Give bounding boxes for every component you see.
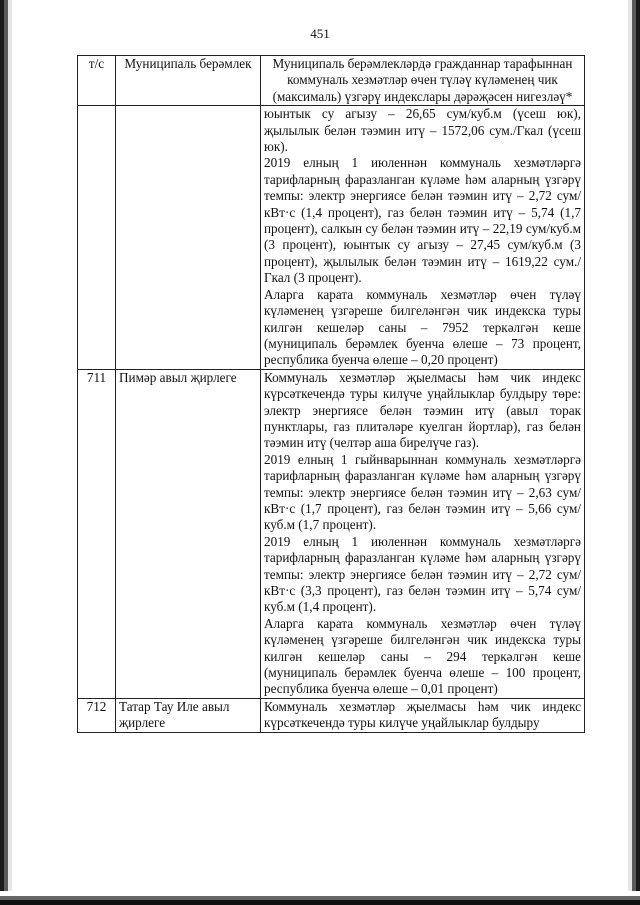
row-municipality: Пимәр авыл җирлеге xyxy=(116,369,261,698)
table-row xyxy=(78,369,585,698)
paragraph: Коммуналь хезмәтләр җыелмасы һәм чик индекс күрсәткечендә туры килүче уңайлыклар булдыру xyxy=(264,698,581,731)
row-description xyxy=(261,106,585,370)
row-num: 711 xyxy=(78,369,116,698)
table-row xyxy=(78,698,585,732)
header-description: Муниципаль берәмлекләрдә гражданнар тарафыннан коммуналь хезмәтләр өчен түләү күләменең чик (максималь) үзгәрү индекслары дәрәҗәсен нигезләү* xyxy=(261,56,585,106)
header-municipality: Муниципаль берәмлек xyxy=(116,56,261,106)
scan-bottom-edge xyxy=(0,891,640,905)
row-num: 712 xyxy=(78,698,116,732)
paragraph: юынтык су агызу – 26,65 сум/куб.м (үсеш юк), җылылык белән тәэмин итү – 1572,06 сум./Гкал (үсеш юк). xyxy=(264,106,581,155)
row-description xyxy=(261,698,585,732)
scan-left-edge xyxy=(0,0,16,905)
page-number: 451 xyxy=(310,26,330,41)
paragraph: 2019 елның 1 июленнән коммуналь хезмәтләргә тарифларның фаразланган күләме һәм аларның үзгәрү темпы: электр энергиясе белән тәэмин итү – 2,72 сум/кВт·с (1,4 процент), газ белән тәэмин итү – 5,74 (1,7 процент), салкын су белән тәэмин итү – 22,19 сум/куб.м (3 процент), юынтык су агызу – 27,45 сум/куб.м (3 процент), җылылык белән тәэмин итү – 1619,22 сум./Гкал (3 процент). xyxy=(264,155,581,286)
paragraph: 2019 елның 1 гыйнварыннан коммуналь хезмәтләргә тарифларның фаразланган күләме һәм аларның үзгәрү темпы: электр энергиясе белән тәэмин итү – 2,63 сум/кВт·с (1,7 процент), газ белән тәэмин итү – 5,66 сум/куб.м (1,7 процент). xyxy=(264,451,581,533)
row-municipality xyxy=(116,106,261,370)
tariff-table xyxy=(77,55,585,733)
paragraph: 2019 елның 1 июленнән коммуналь хезмәтләргә тарифларның фаразланган күләме һәм аларның үзгәрү темпы: электр энергиясе белән тәэмин итү – 2,72 сум/кВт·с (3,3 процент), газ белән тәэмин итү – 5,74 сум/куб.м (1,4 процент). xyxy=(264,533,581,615)
row-municipality: Татар Тау Иле авыл җирлеге xyxy=(116,698,261,732)
table-row xyxy=(78,106,585,370)
paragraph: Коммуналь хезмәтләр җыелмасы һәм чик индекс күрсәткечендә туры килүче уңайлыклар булдыру төре: электр энергиясе белән тәэмин итү (авыл торак пунктлары, газ плитәләре куелган йортлар), газ белән тәэмин итү (челтәр аша бирелүче газ). xyxy=(264,369,581,451)
paragraph: Аларга карата коммуналь хезмәтләр өчен түләү күләменең үзгәреше билгеләнгән чик индекска туры килгән кешеләр саны – 294 теркәлгән кеше (муниципаль берәмлек буенча өлеше – 100 процент, республика буенча өлеше – 0,01 процент) xyxy=(264,615,581,697)
row-description xyxy=(261,369,585,698)
row-num xyxy=(78,106,116,370)
paragraph: Аларга карата коммуналь хезмәтләр өчен түләү күләменең үзгәреше билгеләнгән чик индекска туры килгән кешеләр саны – 7952 теркәлгән кеше (муниципаль берәмлек буенча өлеше – 73 процент, республика буенча өлеше – 0,20 процент) xyxy=(264,286,581,368)
scan-right-edge xyxy=(624,0,640,905)
header-num: т/с xyxy=(78,56,116,106)
table-header-row xyxy=(78,56,585,106)
